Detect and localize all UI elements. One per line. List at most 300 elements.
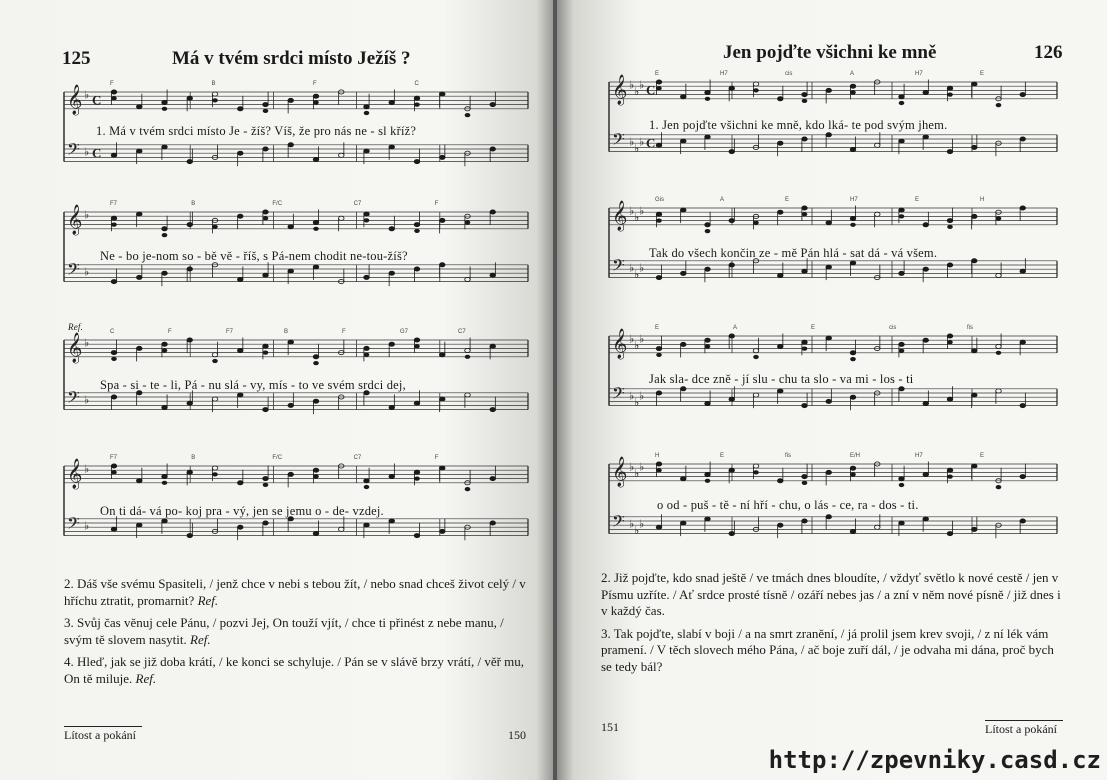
note-head (971, 464, 977, 468)
note-head (705, 223, 711, 227)
note-head (389, 227, 395, 231)
note-head (364, 479, 370, 483)
chord-label: F (110, 81, 114, 87)
note-head (923, 267, 929, 271)
note-head (971, 145, 977, 149)
note-head (313, 399, 319, 403)
note-head (136, 523, 142, 527)
note-head (947, 86, 953, 90)
note-head (996, 344, 1002, 348)
note-head (777, 210, 783, 214)
note-head (971, 527, 977, 531)
note-head (136, 479, 142, 483)
note-head (288, 403, 294, 407)
note-head (414, 401, 420, 405)
note-head (187, 534, 193, 538)
note-head (1020, 93, 1026, 97)
note-head (680, 271, 686, 275)
note-head (753, 393, 759, 397)
note-head (439, 155, 445, 159)
note-head (389, 342, 395, 346)
flat-icon: ♭ (634, 339, 640, 353)
note-head (364, 275, 370, 279)
chord-label: E/H (850, 453, 861, 459)
note-head (162, 474, 168, 478)
note-head (996, 273, 1002, 277)
note-head (947, 397, 953, 401)
note-head (439, 529, 445, 533)
note-head (111, 90, 117, 94)
note-head (162, 271, 168, 275)
time-signature-icon: C (646, 82, 656, 98)
note-head (490, 273, 496, 277)
note-head (136, 275, 142, 279)
note-head (288, 98, 294, 102)
note-head (777, 273, 783, 277)
note-head (680, 477, 686, 481)
note-head (136, 346, 142, 350)
note-head (187, 96, 193, 100)
note-head (414, 160, 420, 164)
note-head (237, 277, 243, 281)
note-head (802, 475, 808, 479)
lyrics-line: Tak do všech končin ze - mě Pán hlá - sat dá - vá všem. (649, 246, 938, 260)
note-head (1020, 340, 1026, 344)
site-watermark: http://zpevniky.casd.cz (768, 746, 1101, 774)
note-head (439, 397, 445, 401)
chord-label: B (191, 455, 196, 461)
chord-label: F (434, 455, 439, 461)
note-head (187, 223, 193, 227)
treble-clef-icon: 𝄞 (612, 456, 628, 487)
flat-icon: ♭ (639, 204, 645, 218)
note-head (899, 387, 905, 391)
left-page (0, 0, 553, 780)
flat-icon: ♭ (84, 462, 90, 476)
note-head (850, 84, 856, 88)
note-head (826, 336, 832, 340)
note-head (923, 338, 929, 342)
flat-icon: ♭ (629, 261, 635, 275)
footer-rule (985, 720, 1063, 721)
chord-label: B (191, 201, 196, 207)
note-head (899, 208, 905, 212)
note-head (313, 157, 319, 161)
flat-icon: ♭ (84, 265, 90, 279)
note-head (263, 408, 269, 412)
note-head (705, 267, 711, 271)
chord-label: E (655, 325, 660, 331)
chord-label: E (720, 453, 725, 459)
note-head (288, 225, 294, 229)
note-head (826, 88, 832, 92)
note-head (850, 351, 856, 355)
note-head (263, 273, 269, 277)
note-head (826, 221, 832, 225)
note-head (923, 135, 929, 139)
note-head (680, 342, 686, 346)
note-head (187, 160, 193, 164)
note-head (923, 472, 929, 476)
note-head (490, 521, 496, 525)
note-head (237, 107, 243, 111)
note-head (680, 387, 686, 391)
treble-clef-icon: 𝄞 (612, 200, 628, 231)
chord-label: H7 (720, 71, 728, 77)
note-head (802, 269, 808, 273)
chord-label: E (785, 197, 790, 203)
note-head (288, 340, 294, 344)
note-head (313, 355, 319, 359)
flat-icon: ♭ (634, 524, 640, 538)
note-head (338, 527, 344, 531)
chord-label: C (110, 329, 115, 335)
note-head (826, 399, 832, 403)
note-head (212, 397, 218, 401)
note-head (729, 532, 735, 536)
verses-block (64, 576, 527, 693)
flat-icon: ♭ (629, 460, 635, 474)
note-head (947, 219, 953, 223)
flat-icon: ♭ (629, 204, 635, 218)
note-head (263, 521, 269, 525)
note-head (187, 338, 193, 342)
note-head (971, 214, 977, 218)
page-number: 150 (508, 728, 526, 742)
note-head (313, 265, 319, 269)
note-head (971, 82, 977, 86)
note-head (826, 470, 832, 474)
note-head (899, 95, 905, 99)
note-head (111, 395, 117, 399)
note-head (729, 86, 735, 90)
note-head (899, 521, 905, 525)
note-head (465, 348, 471, 352)
flat-icon: ♭ (84, 88, 90, 102)
note-head (826, 515, 832, 519)
bass-clef-icon: 𝄢 (612, 255, 625, 280)
note-head (414, 470, 420, 474)
note-head (364, 523, 370, 527)
footer-rule (64, 726, 142, 727)
note-head (802, 340, 808, 344)
note-head (850, 147, 856, 151)
treble-clef-icon: 𝄞 (67, 204, 83, 235)
chord-label: cis (889, 325, 897, 331)
note-head (288, 269, 294, 273)
note-head (947, 532, 953, 536)
verse-2: 2. Již pojďte, kdo snad ještě / ve tmách dnes bloudíte, / vždyť světlo k nové cestě / jen v Písmu uzříte. / Ať srdce prosté tísně / ozáří nebes jas / a zní v něm nové písně / již dnes i v každý čas. (601, 570, 1061, 618)
chord-label: fis (967, 325, 973, 331)
note-head (753, 464, 759, 468)
note-head (729, 219, 735, 223)
note-head (729, 150, 735, 154)
note-head (414, 223, 420, 227)
flat-icon: ♭ (634, 396, 640, 410)
note-head (439, 466, 445, 470)
note-head (705, 90, 711, 94)
verses-block (601, 570, 1063, 681)
bass-clef-icon: 𝄢 (67, 259, 80, 284)
footer-category: Lítost a pokání (64, 728, 136, 742)
song-title: Má v tvém srdci místo Ježíš ? (172, 48, 411, 69)
chord-label: F (434, 201, 439, 207)
chord-label: H (655, 453, 660, 459)
chord-label: E (811, 325, 816, 331)
note-head (705, 472, 711, 476)
note-head (111, 527, 117, 531)
note-head (313, 94, 319, 98)
lyrics-line: On ti dá- vá po- koj pra - vý, jen se jemu o - de- vzdej. (100, 504, 384, 518)
song-title: Jen pojďte všichni ke mně (723, 42, 937, 63)
flat-icon: ♭ (639, 261, 645, 275)
flat-icon: ♭ (629, 517, 635, 531)
note-head (212, 466, 218, 470)
flat-icon: ♭ (634, 211, 640, 225)
note-head (111, 153, 117, 157)
note-head (850, 216, 856, 220)
note-head (777, 97, 783, 101)
note-head (465, 277, 471, 281)
chord-label: F7 (110, 201, 118, 207)
note-head (705, 338, 711, 342)
chord-label: C (414, 81, 419, 87)
note-head (237, 393, 243, 397)
note-head (971, 349, 977, 353)
chord-label: H7 (915, 453, 923, 459)
verse-4: 4. Hleď, jak se již doba krátí, / ke konci se schyluje. / Pán se v slávě brzy vrátí, / věř mu, On tě miluje. Ref. (64, 654, 525, 686)
note-head (826, 265, 832, 269)
note-head (237, 525, 243, 529)
chord-label: G7 (400, 329, 409, 335)
note-head (1020, 519, 1026, 523)
flat-icon: ♭ (629, 332, 635, 346)
note-head (826, 133, 832, 137)
flat-icon: ♭ (84, 208, 90, 222)
note-head (680, 208, 686, 212)
note-head (136, 149, 142, 153)
verse-3: 3. Tak pojďte, slabí v boji / a na smrt zranění, / já prolil jsem krev svoji, / z ní lék vám pramení. / V těch slovech mého Pána, / ač boje zuří dál, / je odvaha mi dána, proč bych se tedy bál? (601, 625, 1054, 674)
time-signature-icon: C (646, 135, 656, 151)
flat-icon: ♭ (629, 78, 635, 92)
note-head (680, 95, 686, 99)
note-head (1020, 206, 1026, 210)
note-head (680, 139, 686, 143)
note-head (439, 353, 445, 357)
bass-clef-icon: 𝄢 (612, 129, 625, 154)
bass-clef-icon: 𝄢 (67, 387, 80, 412)
note-head (111, 351, 117, 355)
chord-label: cis (785, 71, 793, 77)
lyrics-line: Spa - si - te - li, Pá - nu slá - vy, mís - to ve svém srdci dej, (100, 378, 406, 392)
note-head (237, 481, 243, 485)
note-head (162, 519, 168, 523)
note-head (313, 531, 319, 535)
note-head (777, 389, 783, 393)
note-head (187, 267, 193, 271)
note-head (850, 261, 856, 265)
note-head (162, 227, 168, 231)
chord-label: C7 (458, 329, 466, 335)
footer-category: Lítost a pokání (985, 722, 1057, 736)
note-head (705, 517, 711, 521)
note-head (263, 477, 269, 481)
note-head (389, 271, 395, 275)
flat-icon: ♭ (634, 142, 640, 156)
verse-2: 2. Dáš vše svému Spasiteli, / jenž chce v nebi s tebou žít, / nebo snad chceš život celý / v hříchu ztratit, promarnit? Ref. (64, 576, 526, 608)
flat-icon: ♭ (84, 393, 90, 407)
note-head (656, 391, 662, 395)
note-head (439, 218, 445, 222)
page-number: 151 (601, 720, 619, 734)
note-head (874, 143, 880, 147)
chord-label: F/C (272, 455, 283, 461)
note-head (313, 468, 319, 472)
note-head (753, 82, 759, 86)
time-signature-icon: C (92, 145, 102, 161)
flat-icon: ♭ (639, 389, 645, 403)
note-head (947, 150, 953, 154)
note-head (899, 477, 905, 481)
bass-clef-icon: 𝄢 (67, 513, 80, 538)
treble-clef-icon: 𝄞 (67, 332, 83, 363)
note-head (490, 210, 496, 214)
note-head (263, 344, 269, 348)
note-head (439, 92, 445, 96)
note-head (389, 405, 395, 409)
refrain-mark: Ref. (68, 322, 84, 332)
note-head (874, 212, 880, 216)
note-head (288, 143, 294, 147)
note-head (802, 137, 808, 141)
note-head (338, 216, 344, 220)
flat-icon: ♭ (639, 460, 645, 474)
note-head (237, 214, 243, 218)
note-head (313, 220, 319, 224)
flat-icon: ♭ (639, 332, 645, 346)
chord-label: E (980, 453, 985, 459)
note-head (111, 464, 117, 468)
note-head (705, 401, 711, 405)
note-head (111, 216, 117, 220)
flat-icon: ♭ (639, 135, 645, 149)
flat-icon: ♭ (84, 145, 90, 159)
bass-clef-icon: 𝄢 (612, 511, 625, 536)
note-head (899, 342, 905, 346)
chord-label: F7 (110, 455, 118, 461)
note-head (947, 468, 953, 472)
note-head (414, 96, 420, 100)
note-head (162, 100, 168, 104)
chord-label: F (168, 329, 172, 335)
chord-label: H7 (915, 71, 923, 77)
flat-icon: ♭ (84, 519, 90, 533)
note-head (947, 263, 953, 267)
note-head (414, 267, 420, 271)
note-head (729, 468, 735, 472)
note-head (490, 103, 496, 107)
chord-label: F (313, 81, 317, 87)
chord-label: Gis (655, 197, 664, 203)
chord-label: A (850, 71, 855, 77)
note-head (923, 90, 929, 94)
note-head (729, 397, 735, 401)
treble-clef-icon: 𝄞 (67, 84, 83, 115)
flat-icon: ♭ (84, 336, 90, 350)
verse-3: 3. Svůj čas věnuj cele Pánu, / pozvi Jej, On touží vjít, / chce ti přinést z nebe manu, / svým tě slovem nasytit. Ref. (64, 615, 504, 647)
treble-clef-icon: 𝄞 (612, 74, 628, 105)
lyrics-line: 1. Má v tvém srdci místo Je - žíš? Víš, že pro nás ne - sl kříž? (96, 124, 417, 138)
note-head (777, 523, 783, 527)
note-head (237, 151, 243, 155)
note-head (212, 92, 218, 96)
note-head (656, 462, 662, 466)
note-head (465, 393, 471, 397)
note-head (364, 346, 370, 350)
note-head (389, 145, 395, 149)
chord-label: E (655, 71, 660, 77)
note-head (899, 271, 905, 275)
note-head (729, 263, 735, 267)
note-head (656, 276, 662, 280)
note-head (656, 212, 662, 216)
note-head (490, 147, 496, 151)
note-head (490, 477, 496, 481)
note-head (162, 405, 168, 409)
note-head (850, 466, 856, 470)
chord-label: A (720, 197, 725, 203)
chord-label: H (980, 197, 985, 203)
note-head (212, 353, 218, 357)
note-head (656, 143, 662, 147)
note-head (656, 80, 662, 84)
treble-clef-icon: 𝄞 (67, 458, 83, 489)
flat-icon: ♭ (634, 268, 640, 282)
note-head (136, 212, 142, 216)
flat-icon: ♭ (629, 389, 635, 403)
note-head (414, 338, 420, 342)
lyrics-line: Jak sla- dce zně - jí slu - chu ta slo - va mi - los - ti (649, 372, 914, 386)
note-head (802, 206, 808, 210)
note-head (971, 393, 977, 397)
note-head (1020, 137, 1026, 141)
chord-label: C7 (353, 455, 362, 461)
lyrics-line: Ne - bo je-nom so - bě vě - říš, s Pá-nem chodit ne-tou-žíš? (100, 249, 408, 263)
note-head (162, 145, 168, 149)
note-head (996, 389, 1002, 393)
note-head (1020, 475, 1026, 479)
note-head (802, 519, 808, 523)
note-head (705, 135, 711, 139)
note-head (753, 349, 759, 353)
chord-label: F7 (226, 329, 234, 335)
flat-icon: ♭ (634, 85, 640, 99)
chord-label: F/C (272, 201, 283, 207)
flat-icon: ♭ (639, 78, 645, 92)
note-head (364, 105, 370, 109)
chord-label: A (733, 325, 738, 331)
bass-clef-icon: 𝄢 (67, 139, 80, 164)
chord-label: B (211, 81, 216, 87)
chord-label: H7 (850, 197, 858, 203)
note-head (777, 479, 783, 483)
lyrics-line: 1. Jen pojďte všichni ke mně, kdo lká- te pod svým jhem. (649, 118, 948, 132)
flat-icon: ♭ (629, 135, 635, 149)
note-head (802, 93, 808, 97)
note-head (923, 401, 929, 405)
note-head (263, 103, 269, 107)
note-head (187, 401, 193, 405)
